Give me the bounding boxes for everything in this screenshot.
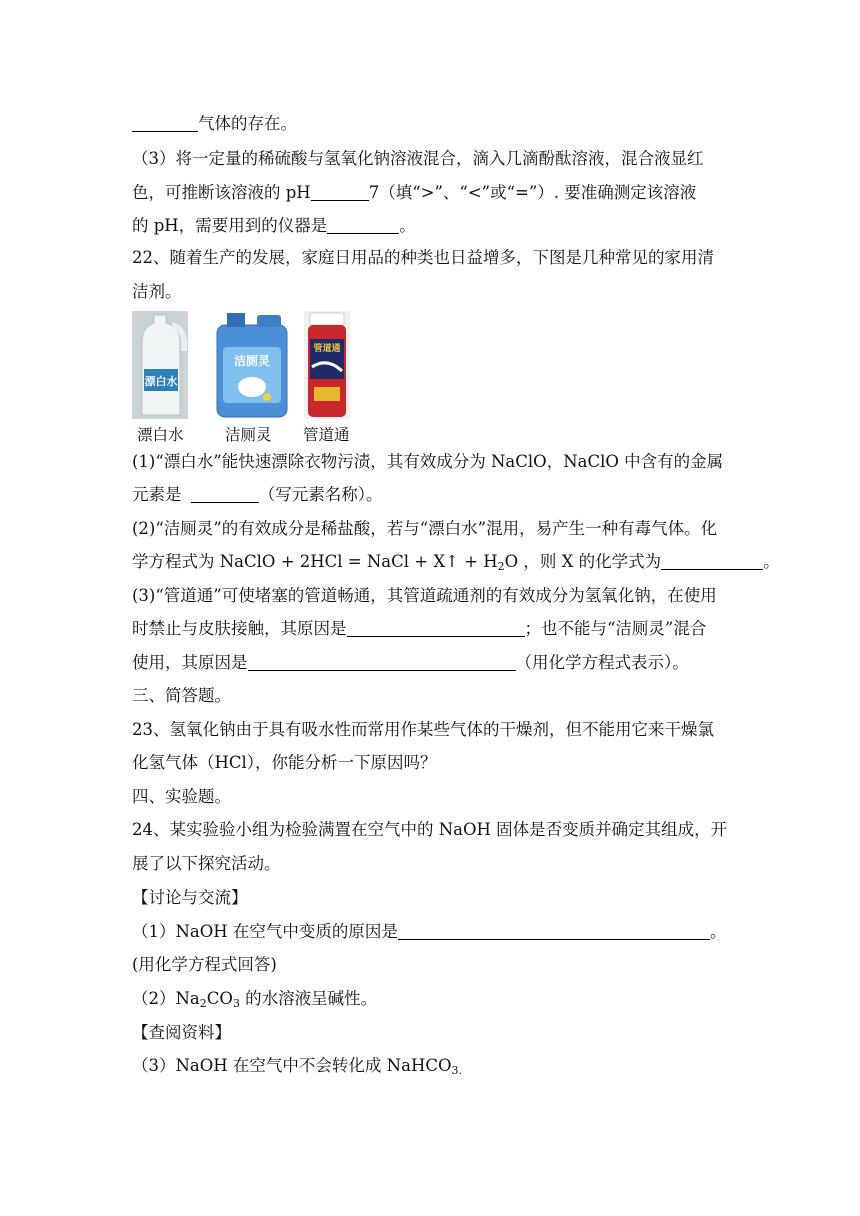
text: (2)“洁厕灵”的有效成分是稀盐酸，若与“漂白水”混用，易产生一种有毒气体。化 xyxy=(132,519,718,538)
text: （2）Na xyxy=(132,989,200,1008)
question-22-1 xyxy=(132,452,723,472)
question-3 xyxy=(132,149,704,169)
text: 气体的存在。 xyxy=(198,114,297,133)
answer-blank[interactable] xyxy=(311,184,369,201)
text: CO xyxy=(206,989,233,1008)
text: （1）NaOH 在空气中变质的原因是 xyxy=(132,922,398,941)
drain-cleaner-image xyxy=(304,311,350,419)
question-24 xyxy=(132,820,727,840)
text: 7（填“>”、“<”或“=”）. 要准确测定该溶液 xyxy=(368,183,697,202)
text: 时禁止与皮肤接触，其原因是 xyxy=(132,619,347,638)
text: （3）NaOH 在空气中不会转化成 NaHCO xyxy=(132,1056,452,1075)
text-line xyxy=(132,183,696,203)
text: 【查阅资料】 xyxy=(132,1023,231,1042)
text: （3）将一定量的稀硫酸与氢氧化钠溶液混合，滴入几滴酚酞溶液，混合液显红 xyxy=(132,149,704,168)
text: (用化学方程式回答) xyxy=(132,955,277,974)
subscript: 2 xyxy=(199,997,207,1010)
subheading xyxy=(132,888,248,908)
answer-blank[interactable] xyxy=(327,217,399,234)
text-line xyxy=(132,989,377,1014)
text: 24、某实验验小组为检验满置在空气中的 NaOH 固体是否变质并确定其组成，开 xyxy=(132,820,728,839)
text: 22、随着生产的发展，家庭日用品的种类也日益增多，下图是几种常见的家用清 xyxy=(132,248,714,267)
text: 色，可推断该溶液的 pH xyxy=(132,183,311,202)
text: 【讨论与交流】 xyxy=(132,888,248,907)
caption-bleach: 漂白水 xyxy=(137,426,184,444)
text: （用化学方程式表示）。 xyxy=(515,653,689,672)
text-line xyxy=(132,619,706,639)
text: （写元素名称）。 xyxy=(258,485,383,504)
question-22 xyxy=(132,248,714,268)
drain-cleaner-label: 管道通 xyxy=(313,344,341,354)
text-line xyxy=(132,552,780,577)
answer-blank[interactable] xyxy=(661,553,763,570)
caption-toilet-cleaner: 洁厕灵 xyxy=(225,426,272,444)
section-heading xyxy=(132,787,231,807)
text: 三、简答题。 xyxy=(132,686,231,705)
question-23 xyxy=(132,720,714,740)
text-line xyxy=(132,1056,462,1081)
text: 学方程式为 NaClO + 2HCl = NaCl + X↑ + H xyxy=(132,552,498,571)
caption-drain-cleaner: 管道通 xyxy=(303,426,350,444)
question-22-3 xyxy=(132,586,717,606)
text: 。 xyxy=(399,216,416,235)
text: (1)“漂白水”能快速漂除衣物污渍，其有效成分为 NaClO，NaClO 中含有的金属 xyxy=(132,452,724,471)
section-heading xyxy=(132,686,231,706)
text-line xyxy=(132,114,297,134)
text: 的 pH，需要用到的仪器是 xyxy=(132,216,328,235)
answer-blank[interactable] xyxy=(398,923,466,940)
text-line xyxy=(132,854,281,874)
text-line xyxy=(132,955,277,975)
bleach-label: 漂白水 xyxy=(144,375,178,388)
text-line xyxy=(132,485,383,505)
answer-blank[interactable] xyxy=(347,620,525,637)
text: 。 xyxy=(709,922,727,941)
text-line xyxy=(132,216,416,236)
text: (3)“管道通”可使堵塞的管道畅通，其管道疏通剂的有效成分为氢氧化钠，在使用 xyxy=(132,586,717,605)
text-line xyxy=(132,922,726,942)
subheading xyxy=(132,1023,231,1043)
text: O ，则 X 的化学式为 xyxy=(504,552,662,571)
text-line xyxy=(132,653,689,673)
toilet-cleaner-label: 洁厕灵 xyxy=(233,354,271,368)
question-22-2 xyxy=(132,519,717,539)
answer-blank[interactable] xyxy=(466,923,710,940)
text: 洁剂。 xyxy=(132,282,182,301)
text: 的水溶液呈碱性。 xyxy=(239,989,378,1008)
text: 四、实验题。 xyxy=(132,787,231,806)
text: 展了以下探究活动。 xyxy=(132,854,281,873)
text-line xyxy=(132,753,437,773)
toilet-cleaner-image xyxy=(213,311,291,419)
answer-blank[interactable] xyxy=(191,486,259,503)
subscript: 3 xyxy=(232,997,240,1010)
text: 化氢气体（HCl），你能分析一下原因吗？ xyxy=(132,753,437,772)
text-line xyxy=(132,282,182,302)
text: 使用，其原因是 xyxy=(132,653,248,672)
text: 23、氢氧化钠由于具有吸水性而常用作某些气体的干燥剂，但不能用它来干燥氯 xyxy=(132,720,714,739)
text: 元素是 xyxy=(132,485,182,504)
subscript: 3. xyxy=(451,1064,462,1077)
text: 。 xyxy=(763,552,780,571)
answer-blank[interactable] xyxy=(132,115,198,132)
answer-blank[interactable] xyxy=(248,654,516,671)
subscript: 2 xyxy=(497,560,505,573)
text: ；也不能与“洁厕灵”混合 xyxy=(524,619,707,638)
bleach-bottle-image xyxy=(132,311,188,419)
